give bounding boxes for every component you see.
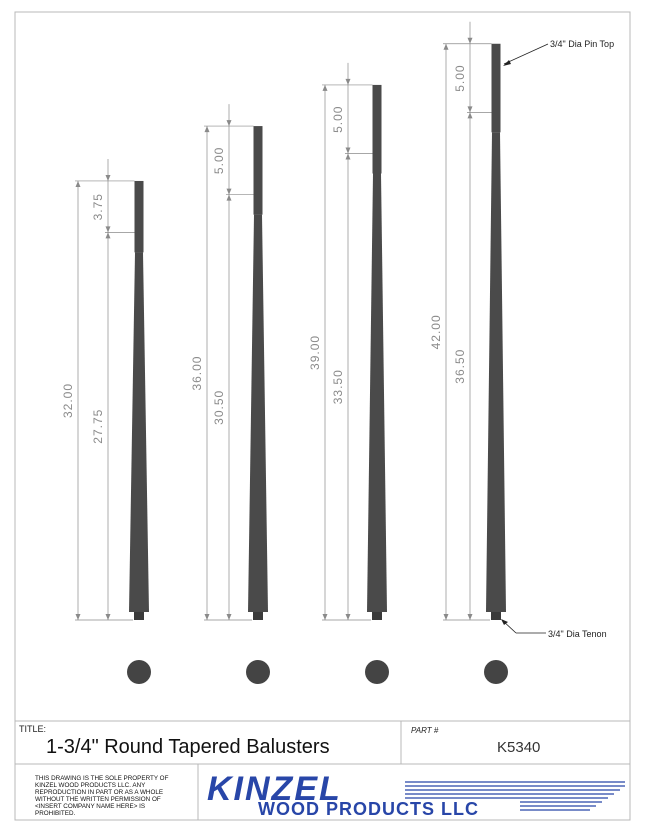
dimension-arrows <box>205 120 232 620</box>
dimensions-4 <box>443 22 492 620</box>
pin-top <box>135 181 144 252</box>
end-view-circle <box>246 660 270 684</box>
pin-top <box>373 85 382 174</box>
baluster-1 <box>61 159 151 684</box>
tenon <box>253 612 263 620</box>
notice-line: PROHIBITED. <box>35 810 76 817</box>
dimensions-3 <box>322 63 373 620</box>
lower-length-label: 36.50 <box>453 348 467 384</box>
tapered-shaft <box>129 252 149 612</box>
overall-length-label: 36.00 <box>190 355 204 391</box>
tapered-shaft <box>248 215 268 612</box>
lower-length-label: 33.50 <box>331 369 345 405</box>
dimensions-2 <box>204 104 254 620</box>
title-block <box>15 721 630 820</box>
pin-length-label: 5.00 <box>453 64 467 92</box>
tenon <box>491 612 501 620</box>
notice-line: <INSERT COMPANY NAME HERE> IS <box>35 803 146 810</box>
notice-line: REPRODUCTION IN PART OR AS A WHOLE <box>35 789 164 796</box>
baluster-4 <box>429 22 508 684</box>
part-label: PART # <box>411 726 439 735</box>
pin-length-label: 3.75 <box>91 193 105 221</box>
ownership-notice <box>35 775 169 817</box>
tenon <box>134 612 144 620</box>
company-logo <box>207 770 625 819</box>
lower-length-label: 30.50 <box>212 389 226 425</box>
notice-line: THIS DRAWING IS THE SOLE PROPERTY OF <box>35 775 169 782</box>
end-view-circle <box>484 660 508 684</box>
brand-kinzel: KINZEL <box>207 770 342 808</box>
baluster-3 <box>308 63 389 684</box>
tapered-shaft <box>367 174 387 612</box>
lower-length-label: 27.75 <box>91 408 105 444</box>
pin-length-label: 5.00 <box>212 146 226 175</box>
pin-top-label: 3/4" Dia Pin Top <box>550 39 615 49</box>
pin-top-callout <box>503 39 614 66</box>
baluster-2 <box>190 104 270 684</box>
drawing-title: 1-3/4" Round Tapered Balusters <box>46 736 330 758</box>
overall-length-label: 42.00 <box>429 314 443 350</box>
baluster-drawings <box>61 22 508 684</box>
pin-top <box>254 126 263 215</box>
pin-top <box>492 44 501 133</box>
dimensions-1 <box>75 159 135 620</box>
end-view-circle <box>365 660 389 684</box>
dimension-arrows <box>444 38 473 620</box>
notice-line: KINZEL WOOD PRODUCTS LLC. ANY <box>35 782 146 789</box>
end-view-circle <box>127 660 151 684</box>
tenon-label: 3/4" Dia Tenon <box>548 629 607 639</box>
overall-length-label: 39.00 <box>308 334 322 370</box>
tenon <box>372 612 382 620</box>
notice-line: WITHOUT THE WRITTEN PERMISSION OF <box>35 796 161 803</box>
dimension-arrows <box>323 79 351 620</box>
title-label: TITLE: <box>19 724 47 734</box>
tenon-callout <box>501 619 607 639</box>
brand-wood-products: WOOD PRODUCTS LLC <box>258 799 479 819</box>
overall-length-label: 32.00 <box>61 382 75 418</box>
tapered-shaft <box>486 132 506 612</box>
sheet-border <box>15 12 630 820</box>
pin-length-label: 5.00 <box>331 105 345 133</box>
dimension-arrows <box>76 175 111 620</box>
part-number: K5340 <box>497 739 541 756</box>
